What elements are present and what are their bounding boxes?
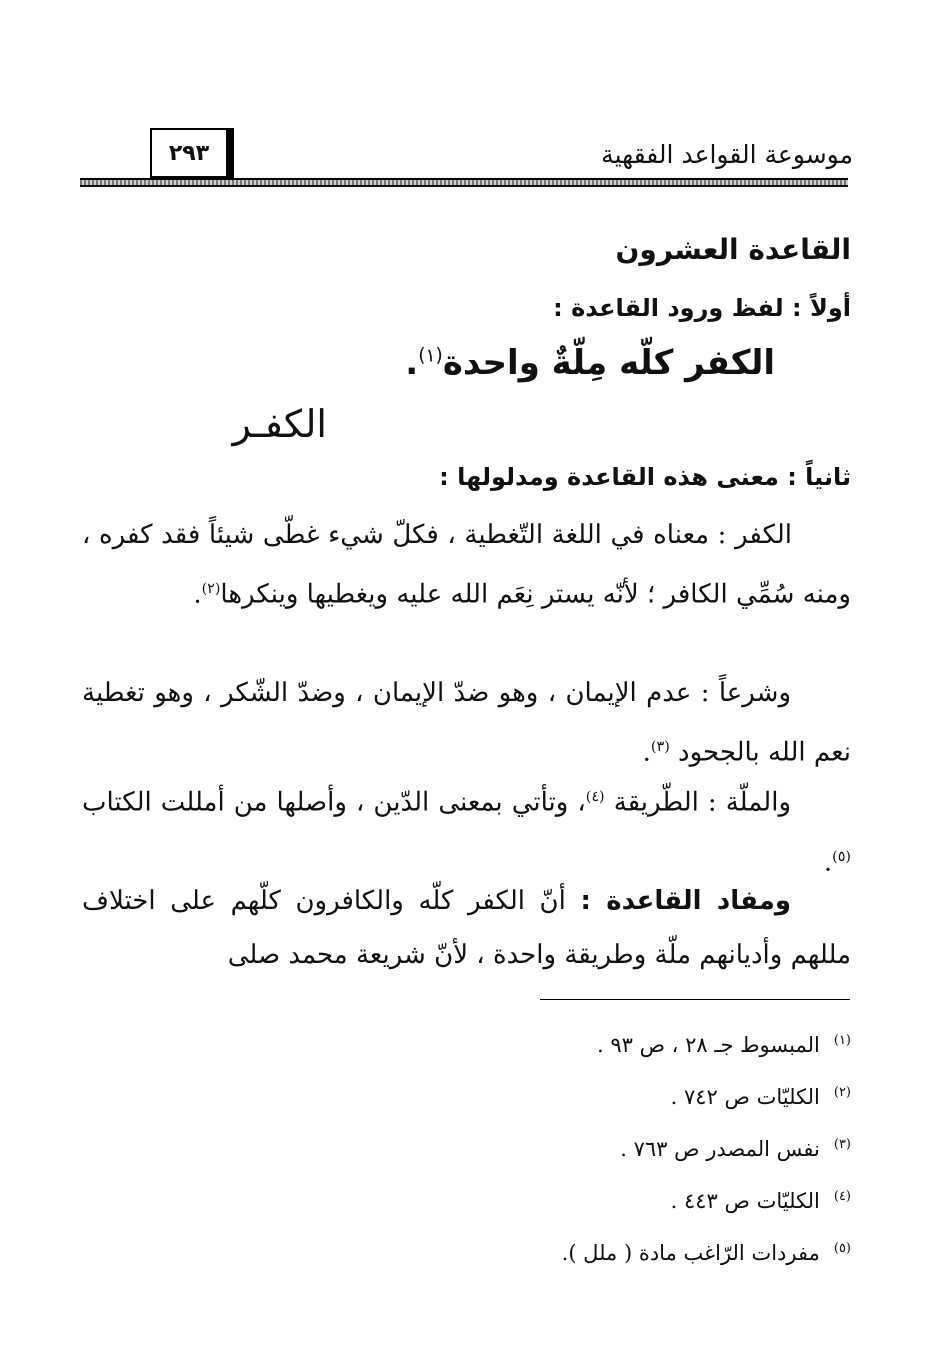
footnote-number: (٥) bbox=[833, 1241, 851, 1256]
paragraph-text: والملّة : الطّريقة bbox=[613, 787, 791, 818]
paragraph-end: . bbox=[823, 847, 833, 878]
footnote-text: المبسوط جـ ٢٨ ، ص ٩٣ . bbox=[596, 1033, 820, 1057]
maxim-text bbox=[405, 343, 775, 383]
paragraph-text: أنّ الكفر كلّه والكافرون كلّهم على اختلاف مللهم وأديانهم ملّة وطريقة واحدة ، لأنّ شريعة محمد صلى bbox=[82, 886, 851, 970]
footnote-ref-4: (٤) bbox=[585, 789, 605, 805]
paragraph-end: . bbox=[642, 737, 651, 768]
page-number-shadow bbox=[228, 128, 234, 180]
paragraph-end: . bbox=[193, 579, 202, 610]
maxim-end: . bbox=[405, 343, 419, 383]
footnote-item bbox=[300, 1225, 851, 1277]
footnote-number: (٤) bbox=[833, 1189, 851, 1204]
footnote-separator bbox=[540, 999, 850, 1000]
section-two-heading: ثانياً : معنى هذه القاعدة ومدلولها : bbox=[439, 463, 851, 491]
footnote-item bbox=[300, 1173, 851, 1225]
footnote-number: (٣) bbox=[833, 1137, 851, 1152]
paragraph-rule-meaning bbox=[82, 874, 851, 982]
footnote-ref-5: (٥) bbox=[832, 848, 851, 865]
footnotes bbox=[300, 1017, 851, 1277]
running-header-title: موسوعة القواعد الفقهية bbox=[601, 140, 853, 169]
paragraph-text: الكفر : معناه في اللغة التّغطية ، فكلّ شيء غطّى شيئاً فقد كفره ، ومنه سُمِّي الكافر ؛ لأنّه يستر نِعَم الله عليه ويغطيها وينكرها bbox=[82, 520, 851, 610]
maxim-body: الكفر كلّه مِلّةٌ واحدة bbox=[442, 343, 775, 383]
paragraph-kufr-definition bbox=[82, 508, 851, 622]
paragraph-text: ، وتأتي بمعنى الدّين ، وأصلها من أمللت الكتاب bbox=[82, 787, 586, 818]
footnote-item bbox=[300, 1121, 851, 1173]
footnote-item bbox=[300, 1069, 851, 1121]
paragraph-milla bbox=[82, 770, 851, 889]
footnote-ref-2: (٢) bbox=[201, 581, 221, 597]
footnote-ref-3: (٣) bbox=[650, 739, 670, 755]
page-number: ٢٩٣ bbox=[150, 128, 228, 178]
decorative-word: الكفـر bbox=[232, 402, 327, 446]
rule-heading: القاعدة العشرون bbox=[615, 233, 851, 266]
footnote-text: الكليّات ص ٧٤٢ . bbox=[670, 1085, 820, 1109]
footnote-number: (٢) bbox=[833, 1085, 851, 1100]
footnote-text: مفردات الرّاغب مادة ( ملل ). bbox=[561, 1241, 820, 1265]
paragraph-text: وشرعاً : عدم الإيمان ، وهو ضدّ الإيمان ، وضدّ الشّكر ، وهو تغطية نعم الله بالجحود bbox=[82, 678, 851, 768]
section-one-heading: أولاً : لفظ ورود القاعدة : bbox=[553, 294, 851, 322]
paragraph-kufr-shari bbox=[82, 666, 851, 780]
footnote-item bbox=[300, 1017, 851, 1069]
header-divider-band bbox=[80, 178, 848, 187]
footnote-text: الكليّات ص ٤٤٣ . bbox=[670, 1189, 820, 1213]
paragraph-lead: ومفاد القاعدة : bbox=[580, 886, 791, 916]
footnote-number: (١) bbox=[833, 1033, 851, 1048]
footnote-text: نفس المصدر ص ٧٦٣ . bbox=[620, 1137, 820, 1161]
footnote-ref-1: (١) bbox=[418, 345, 443, 367]
